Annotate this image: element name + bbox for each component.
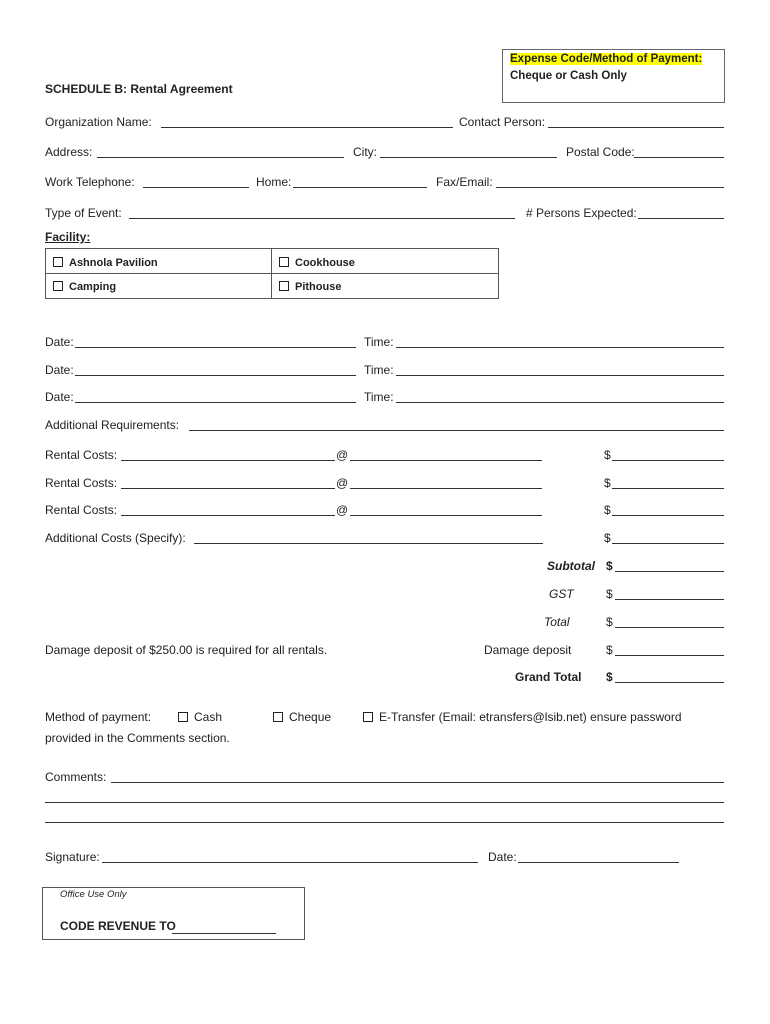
rental-costs-field-1[interactable] [121, 460, 335, 461]
checkbox-icon[interactable] [53, 281, 63, 291]
rental-costs-label-1: Rental Costs: [45, 448, 118, 462]
date-field-2[interactable] [75, 375, 356, 376]
payment-cheque-option[interactable] [273, 710, 331, 724]
rental-costs-field-2[interactable] [121, 488, 335, 489]
comments-label: Comments: [45, 770, 107, 784]
home-label: Home: [256, 175, 292, 189]
dollar-sign: $ [606, 559, 613, 573]
dollar-sign: $ [604, 448, 611, 462]
checkbox-icon[interactable] [279, 257, 289, 267]
persons-expected-field[interactable] [638, 218, 724, 219]
dollar-sign: $ [604, 503, 611, 517]
checkbox-icon[interactable] [53, 257, 63, 267]
dollar-sign: $ [606, 615, 613, 629]
additional-costs-amount-field[interactable] [612, 543, 724, 544]
type-of-event-label: Type of Event: [45, 206, 122, 220]
grand-total-label: Grand Total [515, 670, 582, 684]
comments-field-2[interactable] [45, 802, 724, 803]
checkbox-icon[interactable] [279, 281, 289, 291]
contact-person-field[interactable] [548, 127, 724, 128]
org-name-label: Organization Name: [45, 115, 152, 129]
checkbox-icon[interactable] [363, 712, 373, 722]
payment-cheque-label: Cheque [289, 710, 332, 724]
fax-email-label: Fax/Email: [436, 175, 493, 189]
checkbox-icon[interactable] [178, 712, 188, 722]
rental-costs-field-3[interactable] [121, 515, 335, 516]
facility-table-divider-v [271, 248, 272, 298]
time-field-3[interactable] [396, 402, 724, 403]
facility-ashnola-pavilion[interactable] [53, 257, 158, 269]
postal-code-label: Postal Code: [566, 145, 635, 159]
date-field-1[interactable] [75, 347, 356, 348]
office-use-header: Office Use Only [60, 889, 127, 900]
code-revenue-label: CODE REVENUE TO [60, 919, 176, 933]
damage-deposit-field[interactable] [615, 655, 724, 656]
date-label-1: Date: [45, 335, 74, 349]
at-sign-2: @ [336, 476, 349, 490]
signature-date-label: Date: [488, 850, 517, 864]
comments-field-1[interactable] [111, 782, 724, 783]
rental-rate-field-3[interactable] [350, 515, 542, 516]
org-name-field[interactable] [161, 127, 453, 128]
rental-costs-label-2: Rental Costs: [45, 476, 118, 490]
subtotal-label: Subtotal [547, 559, 595, 573]
time-label-2: Time: [364, 363, 394, 377]
fax-email-field[interactable] [496, 187, 724, 188]
signature-label: Signature: [45, 850, 100, 864]
facility-cookhouse[interactable] [279, 257, 355, 269]
rental-amount-field-3[interactable] [612, 515, 724, 516]
payment-box-line2: Cheque or Cash Only [510, 70, 627, 82]
signature-date-field[interactable] [518, 862, 679, 863]
code-revenue-field[interactable] [172, 933, 276, 934]
postal-code-field[interactable] [634, 157, 724, 158]
total-field[interactable] [615, 627, 724, 628]
total-label: Total [544, 615, 570, 629]
facility-ashnola-label: Ashnola Pavilion [69, 257, 158, 269]
additional-requirements-label: Additional Requirements: [45, 418, 180, 432]
type-of-event-field[interactable] [129, 218, 515, 219]
at-sign-1: @ [336, 448, 349, 462]
facility-cookhouse-label: Cookhouse [295, 257, 355, 269]
time-label-1: Time: [364, 335, 394, 349]
time-field-2[interactable] [396, 375, 724, 376]
time-label-3: Time: [364, 390, 394, 404]
signature-field[interactable] [102, 862, 478, 863]
facility-pithouse[interactable] [279, 281, 341, 293]
payment-cash-label: Cash [194, 710, 223, 724]
checkbox-icon[interactable] [273, 712, 283, 722]
time-field-1[interactable] [396, 347, 724, 348]
dollar-sign: $ [606, 670, 613, 684]
facility-label: Facility: [45, 230, 91, 244]
gst-label: GST [549, 587, 574, 601]
date-label-2: Date: [45, 363, 74, 377]
work-telephone-field[interactable] [143, 187, 249, 188]
method-of-payment-label: Method of payment: [45, 710, 152, 724]
additional-costs-label: Additional Costs (Specify): [45, 531, 186, 545]
rental-amount-field-1[interactable] [612, 460, 724, 461]
date-field-3[interactable] [75, 402, 356, 403]
address-field[interactable] [97, 157, 344, 158]
payment-etransfer-label: E-Transfer (Email: etransfers@lsib.net) ensure password [379, 710, 682, 724]
payment-etransfer-option[interactable] [363, 710, 682, 724]
dollar-sign: $ [604, 531, 611, 545]
rental-costs-label-3: Rental Costs: [45, 503, 118, 517]
subtotal-field[interactable] [615, 571, 724, 572]
address-label: Address: [45, 145, 93, 159]
facility-camping[interactable] [53, 281, 116, 293]
grand-total-field[interactable] [615, 682, 724, 683]
work-telephone-label: Work Telephone: [45, 175, 135, 189]
at-sign-3: @ [336, 503, 349, 517]
additional-costs-field[interactable] [194, 543, 543, 544]
payment-box-line1: Expense Code/Method of Payment: [510, 53, 703, 65]
damage-note: Damage deposit of $250.00 is required for all rentals. [45, 643, 328, 657]
payment-cash-option[interactable] [178, 710, 222, 724]
comments-field-3[interactable] [45, 822, 724, 823]
etransfer-note: provided in the Comments section. [45, 731, 230, 745]
dollar-sign: $ [604, 476, 611, 490]
damage-deposit-label: Damage deposit [484, 643, 572, 657]
additional-requirements-field[interactable] [189, 430, 724, 431]
city-label: City: [353, 145, 377, 159]
home-field[interactable] [293, 187, 427, 188]
gst-field[interactable] [615, 599, 724, 600]
dollar-sign: $ [606, 643, 613, 657]
rental-amount-field-2[interactable] [612, 488, 724, 489]
page-title: SCHEDULE B: Rental Agreement [45, 82, 233, 96]
facility-camping-label: Camping [69, 281, 117, 293]
city-field[interactable] [380, 157, 557, 158]
rental-rate-field-1[interactable] [350, 460, 542, 461]
persons-expected-label: # Persons Expected: [526, 206, 637, 220]
rental-rate-field-2[interactable] [350, 488, 542, 489]
date-label-3: Date: [45, 390, 74, 404]
contact-person-label: Contact Person: [459, 115, 546, 129]
dollar-sign: $ [606, 587, 613, 601]
facility-pithouse-label: Pithouse [295, 281, 342, 293]
